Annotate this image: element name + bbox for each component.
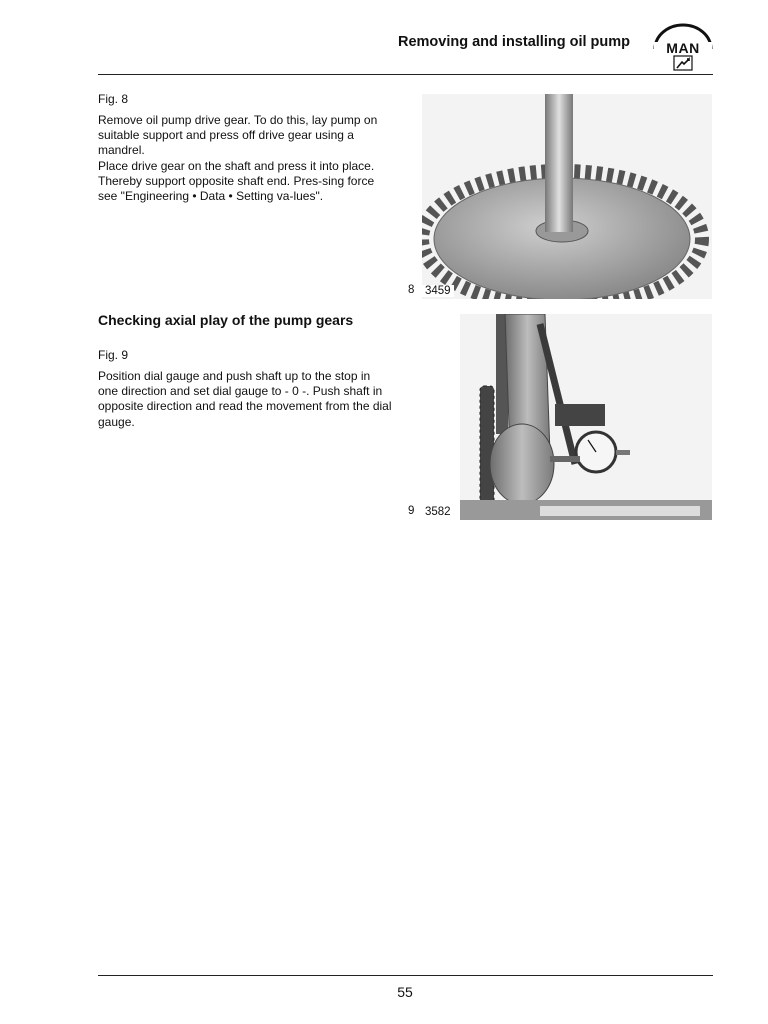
figure-label-9: Fig. 9 [98,348,129,362]
dial-gauge-illustration [460,314,712,520]
figure-label-8: Fig. 8 [98,92,129,106]
figure-number-9: 9 [408,505,415,517]
man-logo [652,22,714,74]
logo-text: MAN [666,40,700,56]
instruction-paragraph-2: Position dial gauge and push shaft up to the stop in one direction and set dial gauge to - 0 -. Push shaft in opposite direction and read the movement from the dial gauge. [98,369,392,429]
figure-number-8: 8 [408,284,415,296]
header-divider [98,74,713,75]
dial-gauge-photo [460,314,712,520]
footer-divider [98,975,713,976]
image-ref-3582: 3582 [422,506,454,518]
instruction-paragraph-1: Remove oil pump drive gear. To do this, lay pump on suitable support and press off drive gear using a mandrel. Place drive gear on the shaft and press it into place. Thereby support opposite shaft end. Pres-sing force see "Engineering • Data • Setting va-lues". [98,113,378,204]
gear-press-illustration [422,94,712,299]
gear-press-photo [422,94,712,299]
page-number: 55 [397,984,413,1000]
image-ref-3459: 3459 [422,285,454,297]
section-heading: Checking axial play of the pump gears [98,312,354,328]
page-header-title: Removing and installing oil pump [397,34,630,50]
